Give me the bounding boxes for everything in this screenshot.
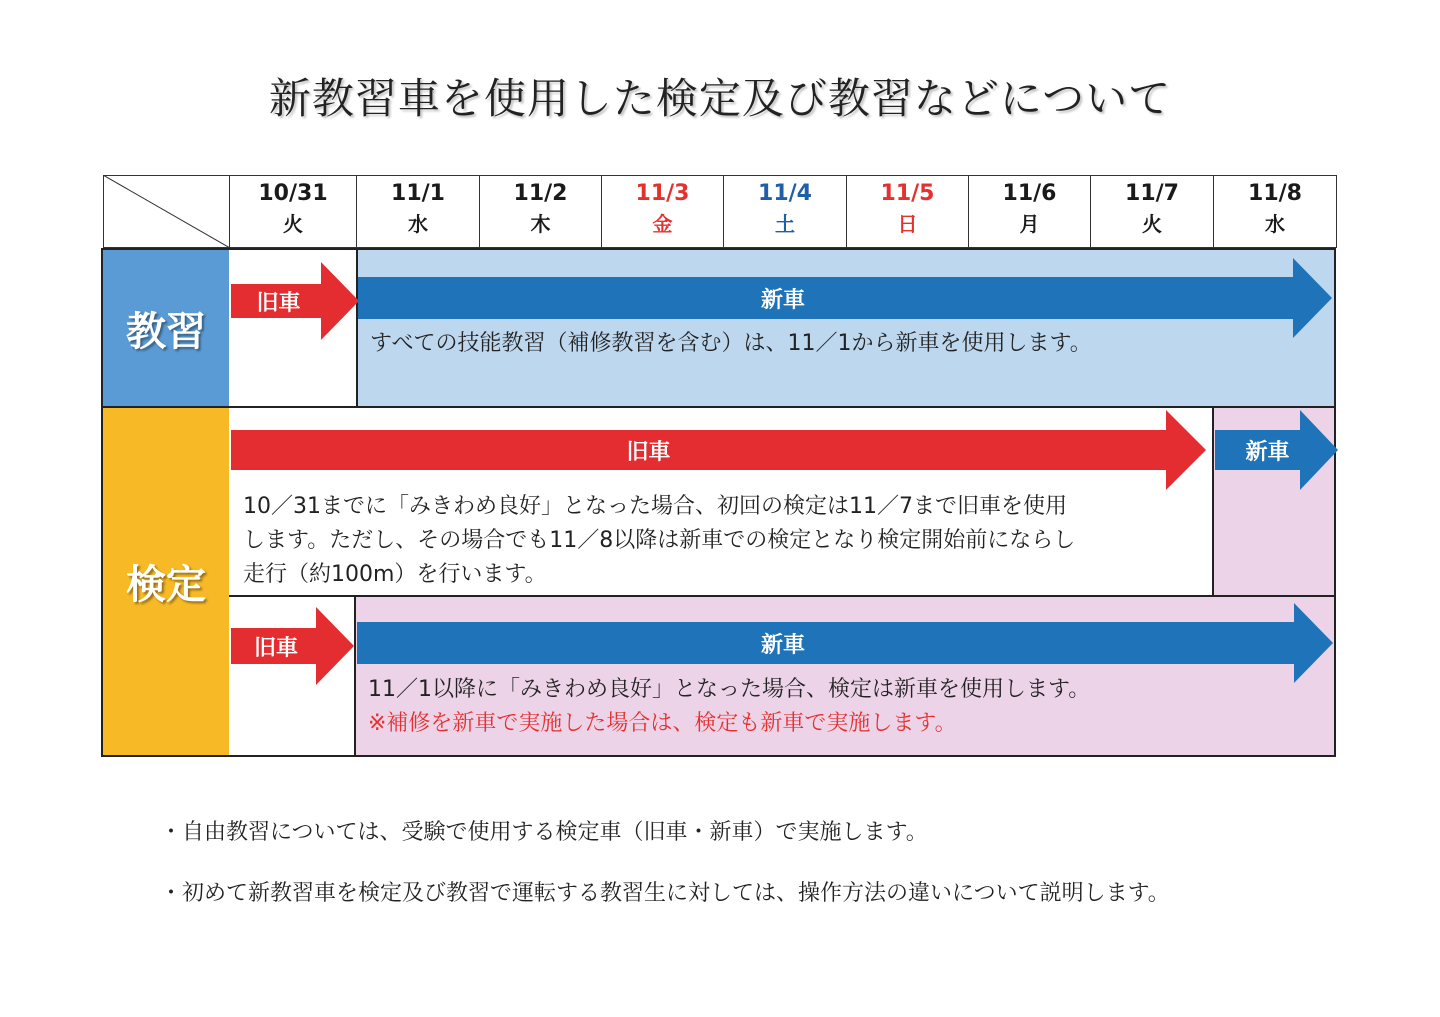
kentei-lower-note: 11／1以降に「みきわめ良好」となった場合、検定は新車を使用します。 bbox=[368, 677, 1091, 702]
kyoshu-old-arrow-label: 旧車 bbox=[256, 290, 301, 316]
kentei-lower-note-red: ※補修を新車で実施した場合は、検定も新車で実施します。 bbox=[368, 711, 957, 736]
date-label: 10/31 bbox=[258, 181, 328, 206]
kyoshu-new-arrow-label: 新車 bbox=[760, 287, 805, 313]
date-header-cell bbox=[229, 175, 357, 248]
day-of-week-label: 水 bbox=[1265, 212, 1285, 236]
kentei-upper-old-arrow-label: 旧車 bbox=[626, 439, 671, 465]
date-label: 11/5 bbox=[880, 181, 935, 206]
date-label: 11/7 bbox=[1125, 181, 1179, 206]
date-header-cell bbox=[846, 175, 969, 248]
date-header-cell bbox=[601, 175, 724, 248]
date-header-cell bbox=[479, 175, 602, 248]
day-of-week-label: 日 bbox=[897, 212, 918, 236]
date-header-cell bbox=[723, 175, 847, 248]
day-of-week-label: 金 bbox=[652, 212, 673, 236]
day-of-week-label: 水 bbox=[408, 212, 428, 236]
kentei-lower-new-arrow-label: 新車 bbox=[760, 632, 805, 658]
bullet-first-time-explanation: ・初めて新教習車を検定及び教習で運転する教習生に対しては、操作方法の違いについて説明します。 bbox=[160, 881, 1170, 906]
date-header-cell bbox=[968, 175, 1091, 248]
day-of-week-label: 土 bbox=[775, 212, 795, 236]
date-label: 11/6 bbox=[1002, 181, 1057, 206]
kentei-upper-note-line1: 10／31までに「みきわめ良好」となった場合、初回の検定は11／7まで旧車を使用 bbox=[243, 494, 1067, 519]
day-of-week-label: 月 bbox=[1019, 212, 1040, 236]
header-corner-cell bbox=[103, 175, 230, 248]
date-header-cell bbox=[1213, 175, 1337, 248]
date-label: 11/3 bbox=[635, 181, 690, 206]
day-of-week-label: 火 bbox=[1142, 212, 1162, 236]
kentei-lower-old-arrow-label: 旧車 bbox=[253, 635, 298, 661]
kyoshu-note: すべての技能教習（補修教習を含む）は、11／1から新車を使用します。 bbox=[370, 331, 1092, 356]
date-header-cell bbox=[1090, 175, 1214, 248]
day-of-week-label: 火 bbox=[283, 212, 303, 236]
date-label: 11/1 bbox=[391, 181, 445, 206]
kentei-upper-note-line2: します。ただし、その場合でも11／8以降は新車での検定となり検定開始前にならし bbox=[243, 528, 1076, 553]
kyoshu-label: 教習 bbox=[101, 248, 231, 408]
date-label: 11/4 bbox=[758, 181, 812, 206]
diagonal-line bbox=[103, 175, 230, 248]
kentei-upper-new-arrow-label: 新車 bbox=[1245, 439, 1290, 465]
date-header-cell bbox=[356, 175, 480, 248]
page-title: 新教習車を使用した検定及び教習などについて bbox=[268, 74, 1172, 123]
date-label: 11/8 bbox=[1248, 181, 1302, 206]
day-of-week-label: 木 bbox=[530, 212, 551, 236]
kentei-label: 検定 bbox=[101, 406, 231, 757]
bullet-free-practice: ・自由教習については、受験で使用する検定車（旧車・新車）で実施します。 bbox=[160, 820, 928, 845]
kentei-upper-note-line3: 走行（約100m）を行います。 bbox=[243, 562, 547, 587]
date-label: 11/2 bbox=[513, 181, 568, 206]
